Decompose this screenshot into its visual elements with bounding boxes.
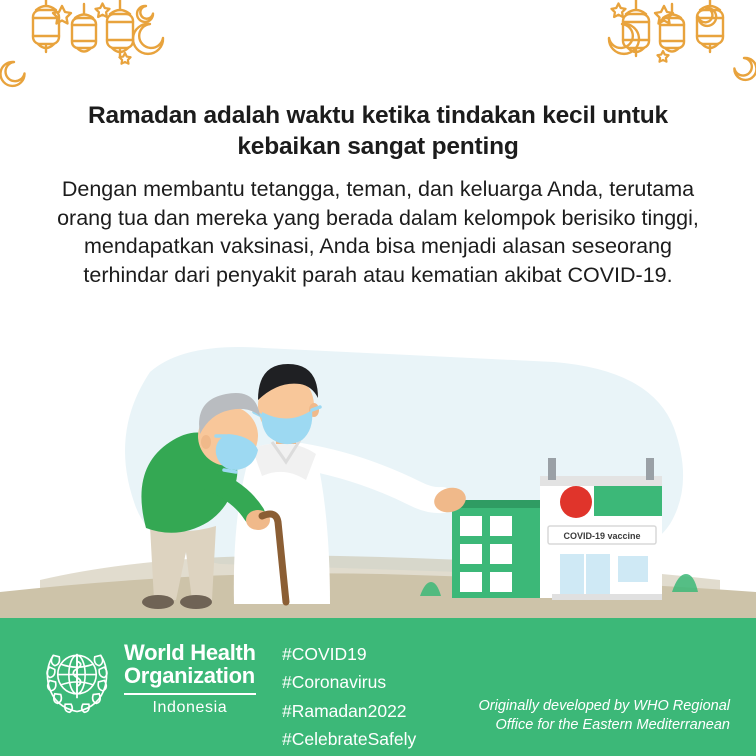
message-block [0, 100, 756, 290]
hashtag-item: #CelebrateSafely [282, 729, 417, 750]
credit-line-2: Office for the Eastern Mediterranean [495, 717, 730, 734]
footer-bar [0, 618, 756, 756]
illustration-vaccination-scene [0, 330, 756, 620]
credit-line-1: Originally developed by WHO Regional [478, 697, 730, 714]
lantern-decoration-band [0, 0, 756, 96]
who-wordmark [124, 642, 256, 717]
body-copy: Dengan membantu tetangga, teman, dan keluarga Anda, terutama orang tua dan mereka yang berada dalam kelompok berisiko tinggi, mendapatkan vaksinasi, Anda bisa menjadi alasan seseorang terhindar dari penyakit parah atau kematian akibat COVID-19. [57, 176, 699, 288]
who-logo [40, 642, 256, 717]
hashtag-item: #Coronavirus [282, 672, 387, 693]
hashtag-list [282, 640, 416, 753]
headline: Ramadan adalah waktu ketika tindakan kecil untuk kebaikan sangat penting [88, 102, 668, 161]
who-logo-divider [124, 693, 256, 695]
who-country-label: Indonesia [152, 698, 228, 716]
who-emblem-icon [40, 642, 114, 716]
who-name-line1: World Health [124, 640, 256, 665]
credit-note [479, 697, 730, 736]
hashtag-item: #COVID19 [282, 644, 367, 664]
vaccine-sign-text: COVID-19 vaccine [563, 531, 641, 541]
who-name-line2: Organization [124, 662, 255, 688]
hashtag-item: #Ramadan2022 [282, 700, 407, 721]
